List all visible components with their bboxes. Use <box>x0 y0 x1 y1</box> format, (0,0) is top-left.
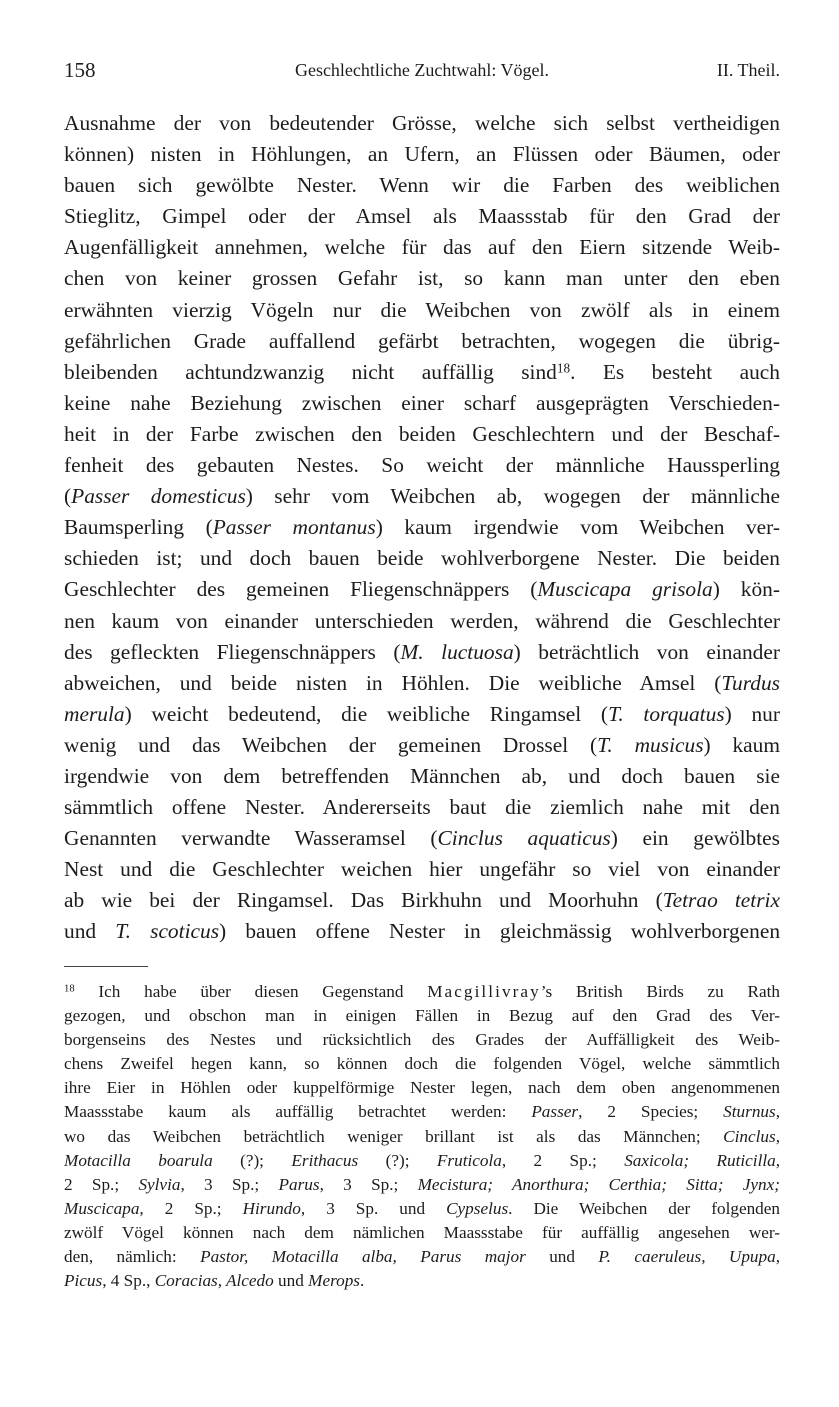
footnote-line: wo das Weibchen beträchtlich weniger brillant ist als das Männchen; Cinclus, <box>64 1126 780 1146</box>
text-line: Augenfälligkeit annehmen, welche für das auf den Eiern sitzende Weib- <box>64 235 780 260</box>
italic-term: Sylvia <box>138 1174 181 1194</box>
text-line: des gefleckten Fliegenschnäppers (M. luctuosa) beträchtlich von einander <box>64 639 780 664</box>
text-line: irgendwie von dem betreffenden Männchen ab, und doch bauen sie <box>64 763 780 788</box>
text-line: nen kaum von einander unterschieden werden, während die Geschlechter <box>64 608 780 633</box>
italic-term: Motacilla boarula <box>64 1150 213 1170</box>
footnote-line: $^{18}$ Ich habe über diesen Gegenstand Macgillivray’s British Birds zu Rath <box>64 982 780 1001</box>
italic-term: Pastor, Motacilla alba, Parus major <box>200 1247 526 1267</box>
italic-term: T. scoticus <box>115 919 220 944</box>
italic-term: Saxicola; Ruticilla <box>624 1150 776 1170</box>
text-line: heit in der Farbe zwischen den beiden Geschlechtern und der Beschaf- <box>64 421 780 446</box>
text-line: keine nahe Beziehung zwischen einer scharf ausgeprägten Verschieden- <box>64 390 780 415</box>
italic-term: Mecistura; Anorthura; Certhia; Sitta; Jynx; <box>417 1174 780 1194</box>
footnote-line: 2 Sp.; Sylvia, 3 Sp.; Parus, 3 Sp.; Mecistura; Anorthura; Certhia; Sitta; Jynx; <box>64 1174 780 1194</box>
footnote-divider <box>64 966 148 967</box>
page-number: 158 <box>64 58 96 82</box>
italic-term: Parus <box>278 1174 320 1194</box>
italic-term: Erithacus <box>291 1150 359 1170</box>
italic-term: Passer <box>531 1102 579 1122</box>
text-line: bauen sich gewölbte Nester. Wenn wir die Farben des weiblichen <box>64 173 780 198</box>
footnote <box>64 980 780 1293</box>
text-line: ab wie bei der Ringamsel. Das Birkhuhn und Moorhuhn (Tetrao tetrix <box>64 888 780 913</box>
spaced-name: Macgillivray <box>427 982 541 1001</box>
italic-term: Passer domesticus <box>71 484 246 509</box>
footnote-line: Muscicapa, 2 Sp.; Hirundo, 3 Sp. und Cypselus. Die Weibchen der folgenden <box>64 1198 781 1218</box>
footnote-line: Picus, 4 Sp., Coracias, Alcedo und Merops. <box>64 1271 365 1291</box>
main-text <box>64 108 780 948</box>
text-line: und T. scoticus) bauen offene Nester in gleichmässig wohlverborgenen <box>64 919 781 944</box>
italic-term: Cinclus aquaticus <box>437 826 611 851</box>
italic-term: Merops <box>308 1271 360 1291</box>
italic-term: T. torquatus <box>608 701 725 726</box>
italic-term: P. caeruleus, Upupa <box>598 1247 776 1267</box>
text-line: wenig und das Weibchen der gemeinen Drossel (T. musicus) kaum <box>64 732 780 757</box>
footnote-marker: 18 <box>556 360 571 376</box>
footnote-marker: 18 <box>64 983 75 995</box>
text-line: (Passer domesticus) sehr vom Weibchen ab, wogegen der männliche <box>64 484 780 509</box>
text-line: bleibenden achtundzwanzig nicht auffällig sind$^{18}$. Es besteht auch <box>64 359 780 384</box>
italic-term: Picus <box>64 1271 103 1291</box>
italic-term: Tetrao tetrix <box>662 888 780 913</box>
text-line: können) nisten in Höhlungen, an Ufern, an Flüssen oder Bäumen, oder <box>64 142 780 167</box>
italic-term: Muscicapa grisola <box>537 577 713 602</box>
footnote-line: Motacilla boarula (?); Erithacus (?); Fruticola, 2 Sp.; Saxicola; Ruticilla, <box>64 1150 781 1170</box>
text-line: Stieglitz, Gimpel oder der Amsel als Maassstab für den Grad der <box>64 204 780 229</box>
footnote-line: zwölf Vögel können nach dem nämlichen Maassstabe für auffällig angesehen wer- <box>64 1222 780 1242</box>
page-header <box>64 58 780 88</box>
part-label: II. Theil. <box>716 60 780 80</box>
text-line: Ausnahme der von bedeutender Grösse, welche sich selbst vertheidigen <box>64 111 780 135</box>
italic-term: Passer montanus <box>212 515 376 540</box>
text-line: erwähnten vierzig Vögeln nur die Weibchen von zwölf als in einem <box>64 297 780 322</box>
italic-term: T. musicus <box>597 732 704 757</box>
italic-term: Cinclus <box>723 1126 776 1146</box>
footnote-line: ihre Eier in Höhlen oder kuppelförmige Nester legen, nach dem oben angenommenen <box>64 1078 780 1098</box>
italic-term: merula <box>64 701 125 726</box>
italic-term: Turdus <box>721 670 780 695</box>
text-line: gefährlichen Grade auffallend gefärbt betrachten, wogegen die übrig- <box>64 328 780 353</box>
text-line: fenheit des gebauten Nestes. So weicht der männliche Haussperling <box>64 453 780 478</box>
running-title: Geschlechtliche Zuchtwahl: Vögel. <box>294 60 550 80</box>
text-line: Genannten verwandte Wasseramsel (Cinclus aquaticus) ein gewölbtes <box>64 826 780 851</box>
text-line: sämmtlich offene Nester. Andererseits baut die ziemlich nahe mit den <box>64 795 780 820</box>
text-line: Baumsperling (Passer montanus) kaum irgendwie vom Weibchen ver- <box>64 515 780 540</box>
text-line: Nest und die Geschlechter weichen hier ungefähr so viel von einander <box>64 857 780 882</box>
italic-term: Hirundo <box>242 1198 301 1218</box>
text-line: merula) weicht bedeutend, die weibliche Ringamsel (T. torquatus) nur <box>64 701 780 726</box>
text-line: chen von keiner grossen Gefahr ist, so kann man unter den eben <box>64 266 780 291</box>
footnote-line: chens Zweifel hegen kann, so können doch die folgenden Vögel, welche sämmtlich <box>64 1054 780 1074</box>
italic-term: Sturnus <box>723 1102 776 1122</box>
italic-term: Muscicapa <box>64 1198 140 1218</box>
footnote-line: den, nämlich: Pastor, Motacilla alba, Parus major und P. caeruleus, Upupa, <box>64 1247 780 1267</box>
footnote-line: borgenseins des Nestes und rücksichtlich des Grades der Auffälligkeit des Weib- <box>64 1030 780 1050</box>
italic-term: Cypselus <box>446 1198 509 1218</box>
italic-term: Fruticola <box>436 1150 502 1170</box>
italic-term: Coracias, Alcedo <box>154 1271 274 1291</box>
text-line: schieden ist; und doch bauen beide wohlverborgene Nester. Die beiden <box>64 546 780 571</box>
italic-term: M. luctuosa <box>400 639 514 664</box>
text-line: abweichen, und beide nisten in Höhlen. Die weibliche Amsel (Turdus <box>64 670 780 695</box>
text-line: Geschlechter des gemeinen Fliegenschnäppers (Muscicapa grisola) kön- <box>64 577 780 602</box>
footnote-line: gezogen, und obschon man in einigen Fällen in Bezug auf den Grad des Ver- <box>64 1006 780 1026</box>
footnote-line: Maassstabe kaum als auffällig betrachtet werden: Passer, 2 Species; Sturnus, <box>64 1102 780 1122</box>
